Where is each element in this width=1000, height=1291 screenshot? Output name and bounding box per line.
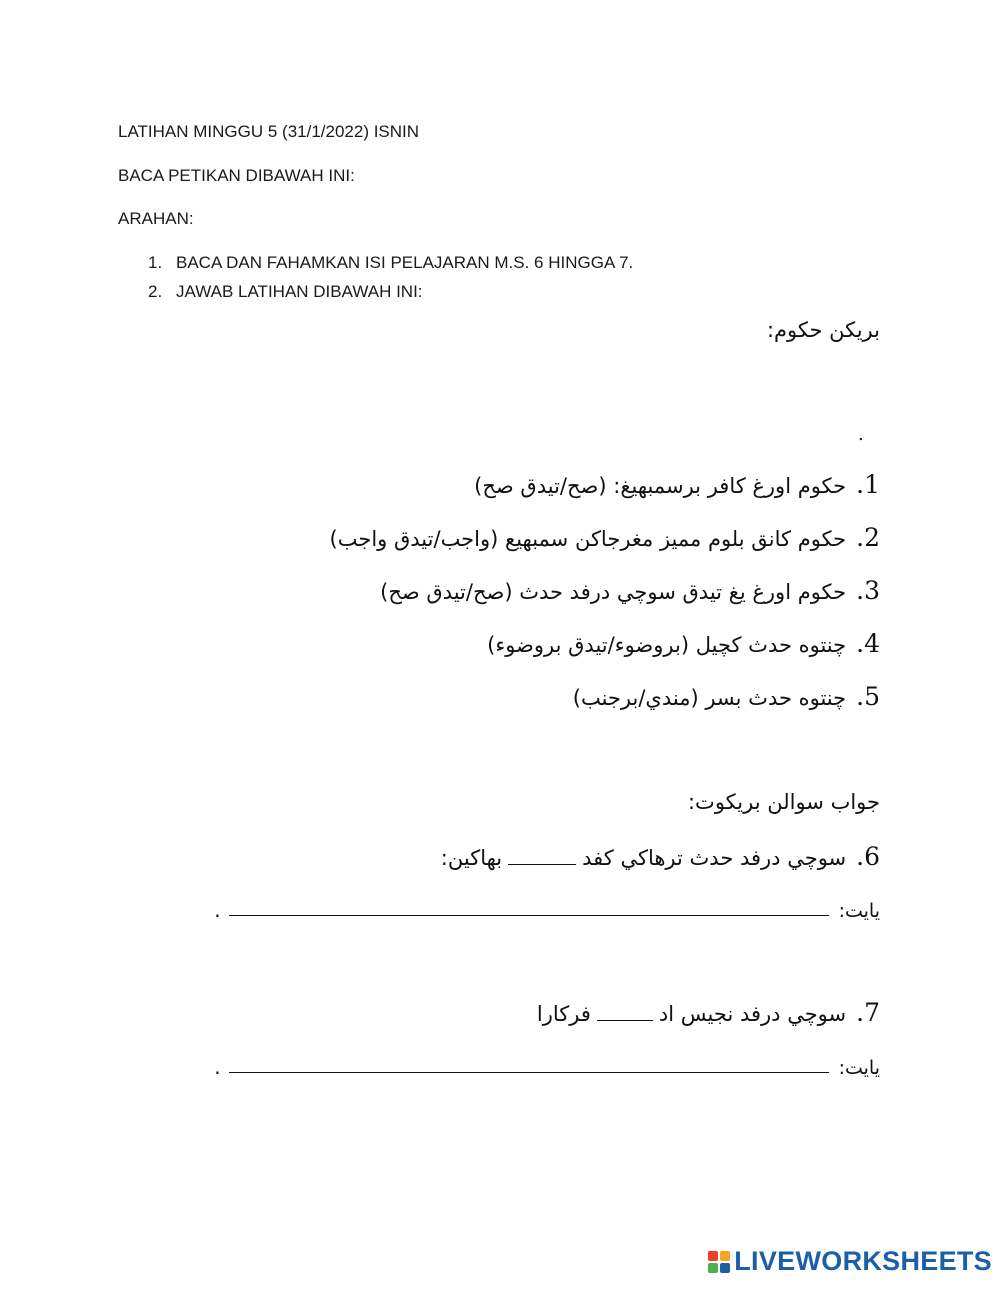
question-1: [474, 470, 880, 499]
logo-text: LIVEWORKSHEETS: [734, 1246, 992, 1276]
question-number: 3.: [856, 576, 880, 605]
arahan-label: ARAHAN:: [118, 209, 194, 228]
question-number: 6.: [856, 842, 880, 871]
question-number: 2.: [856, 523, 880, 552]
instruction-item: [148, 282, 423, 302]
instruction-item: [148, 253, 633, 273]
question-3: [380, 576, 880, 605]
question-number: 4.: [856, 629, 880, 658]
answer-line-input[interactable]: [229, 1071, 829, 1073]
question-number: 7.: [856, 998, 880, 1027]
question-2: [330, 523, 880, 552]
answer-label: يايت:: [838, 900, 880, 922]
fill-blank-input[interactable]: [508, 863, 576, 865]
question-5: [573, 682, 880, 711]
question-text: حکوم اورغ يغ تيدق سوچي درفد حدث (صح/تيدق صح): [380, 580, 847, 604]
answer-line-input[interactable]: [229, 914, 829, 916]
question-text: چنتوه حدث کچيل (بروضوء/تيدق بروضوء): [487, 633, 847, 657]
end-mark: .: [214, 1055, 221, 1079]
answer-label: يايت:: [838, 1057, 880, 1079]
question-number: 5.: [856, 682, 880, 711]
answer-row-7: [214, 1055, 880, 1079]
logo-squares-icon: [708, 1251, 730, 1273]
question-text-before: سوچي درفد حدث ترهاکي کفد: [582, 846, 847, 870]
question-text: حکوم کانق بلوم مميز مغرجاکن سمبهيع (واجب/تيدق واجب): [329, 527, 847, 551]
instruction-text: JAWAB LATIHAN DIBAWAH INI:: [176, 282, 423, 301]
worksheet-title: LATIHAN MINGGU 5 (31/1/2022) ISNIN: [118, 122, 420, 141]
read-instruction: BACA PETIKAN DIBAWAH INI:: [118, 166, 355, 185]
question-number: 1.: [856, 470, 880, 499]
question-7: [537, 998, 880, 1027]
stray-dot: .: [858, 424, 864, 445]
question-text-after: فرکارا: [536, 1002, 591, 1026]
answer-row-6: [214, 898, 880, 922]
question-text-before: سوچي درفد نجيس اد: [658, 1002, 847, 1026]
instruction-number: 1.: [148, 253, 163, 272]
end-mark: .: [214, 898, 221, 922]
question-6: [441, 842, 880, 871]
liveworksheets-logo: [708, 1246, 992, 1277]
instruction-number: 2.: [148, 282, 163, 301]
section-a-heading: بريکن حکوم:: [766, 318, 880, 342]
question-text: حکوم اورغ کافر برسمبهيغ: (صح/تيدق صح): [474, 474, 847, 498]
question-4: [487, 629, 880, 658]
question-text-after: بهاکين:: [440, 846, 503, 870]
question-text: چنتوه حدث بسر (مندي/برجنب): [572, 686, 847, 710]
instruction-text: BACA DAN FAHAMKAN ISI PELAJARAN M.S. 6 HINGGA 7.: [176, 253, 634, 272]
fill-blank-input[interactable]: [597, 1019, 653, 1021]
section-b-heading: جواب سوالن بريکوت:: [687, 790, 880, 814]
